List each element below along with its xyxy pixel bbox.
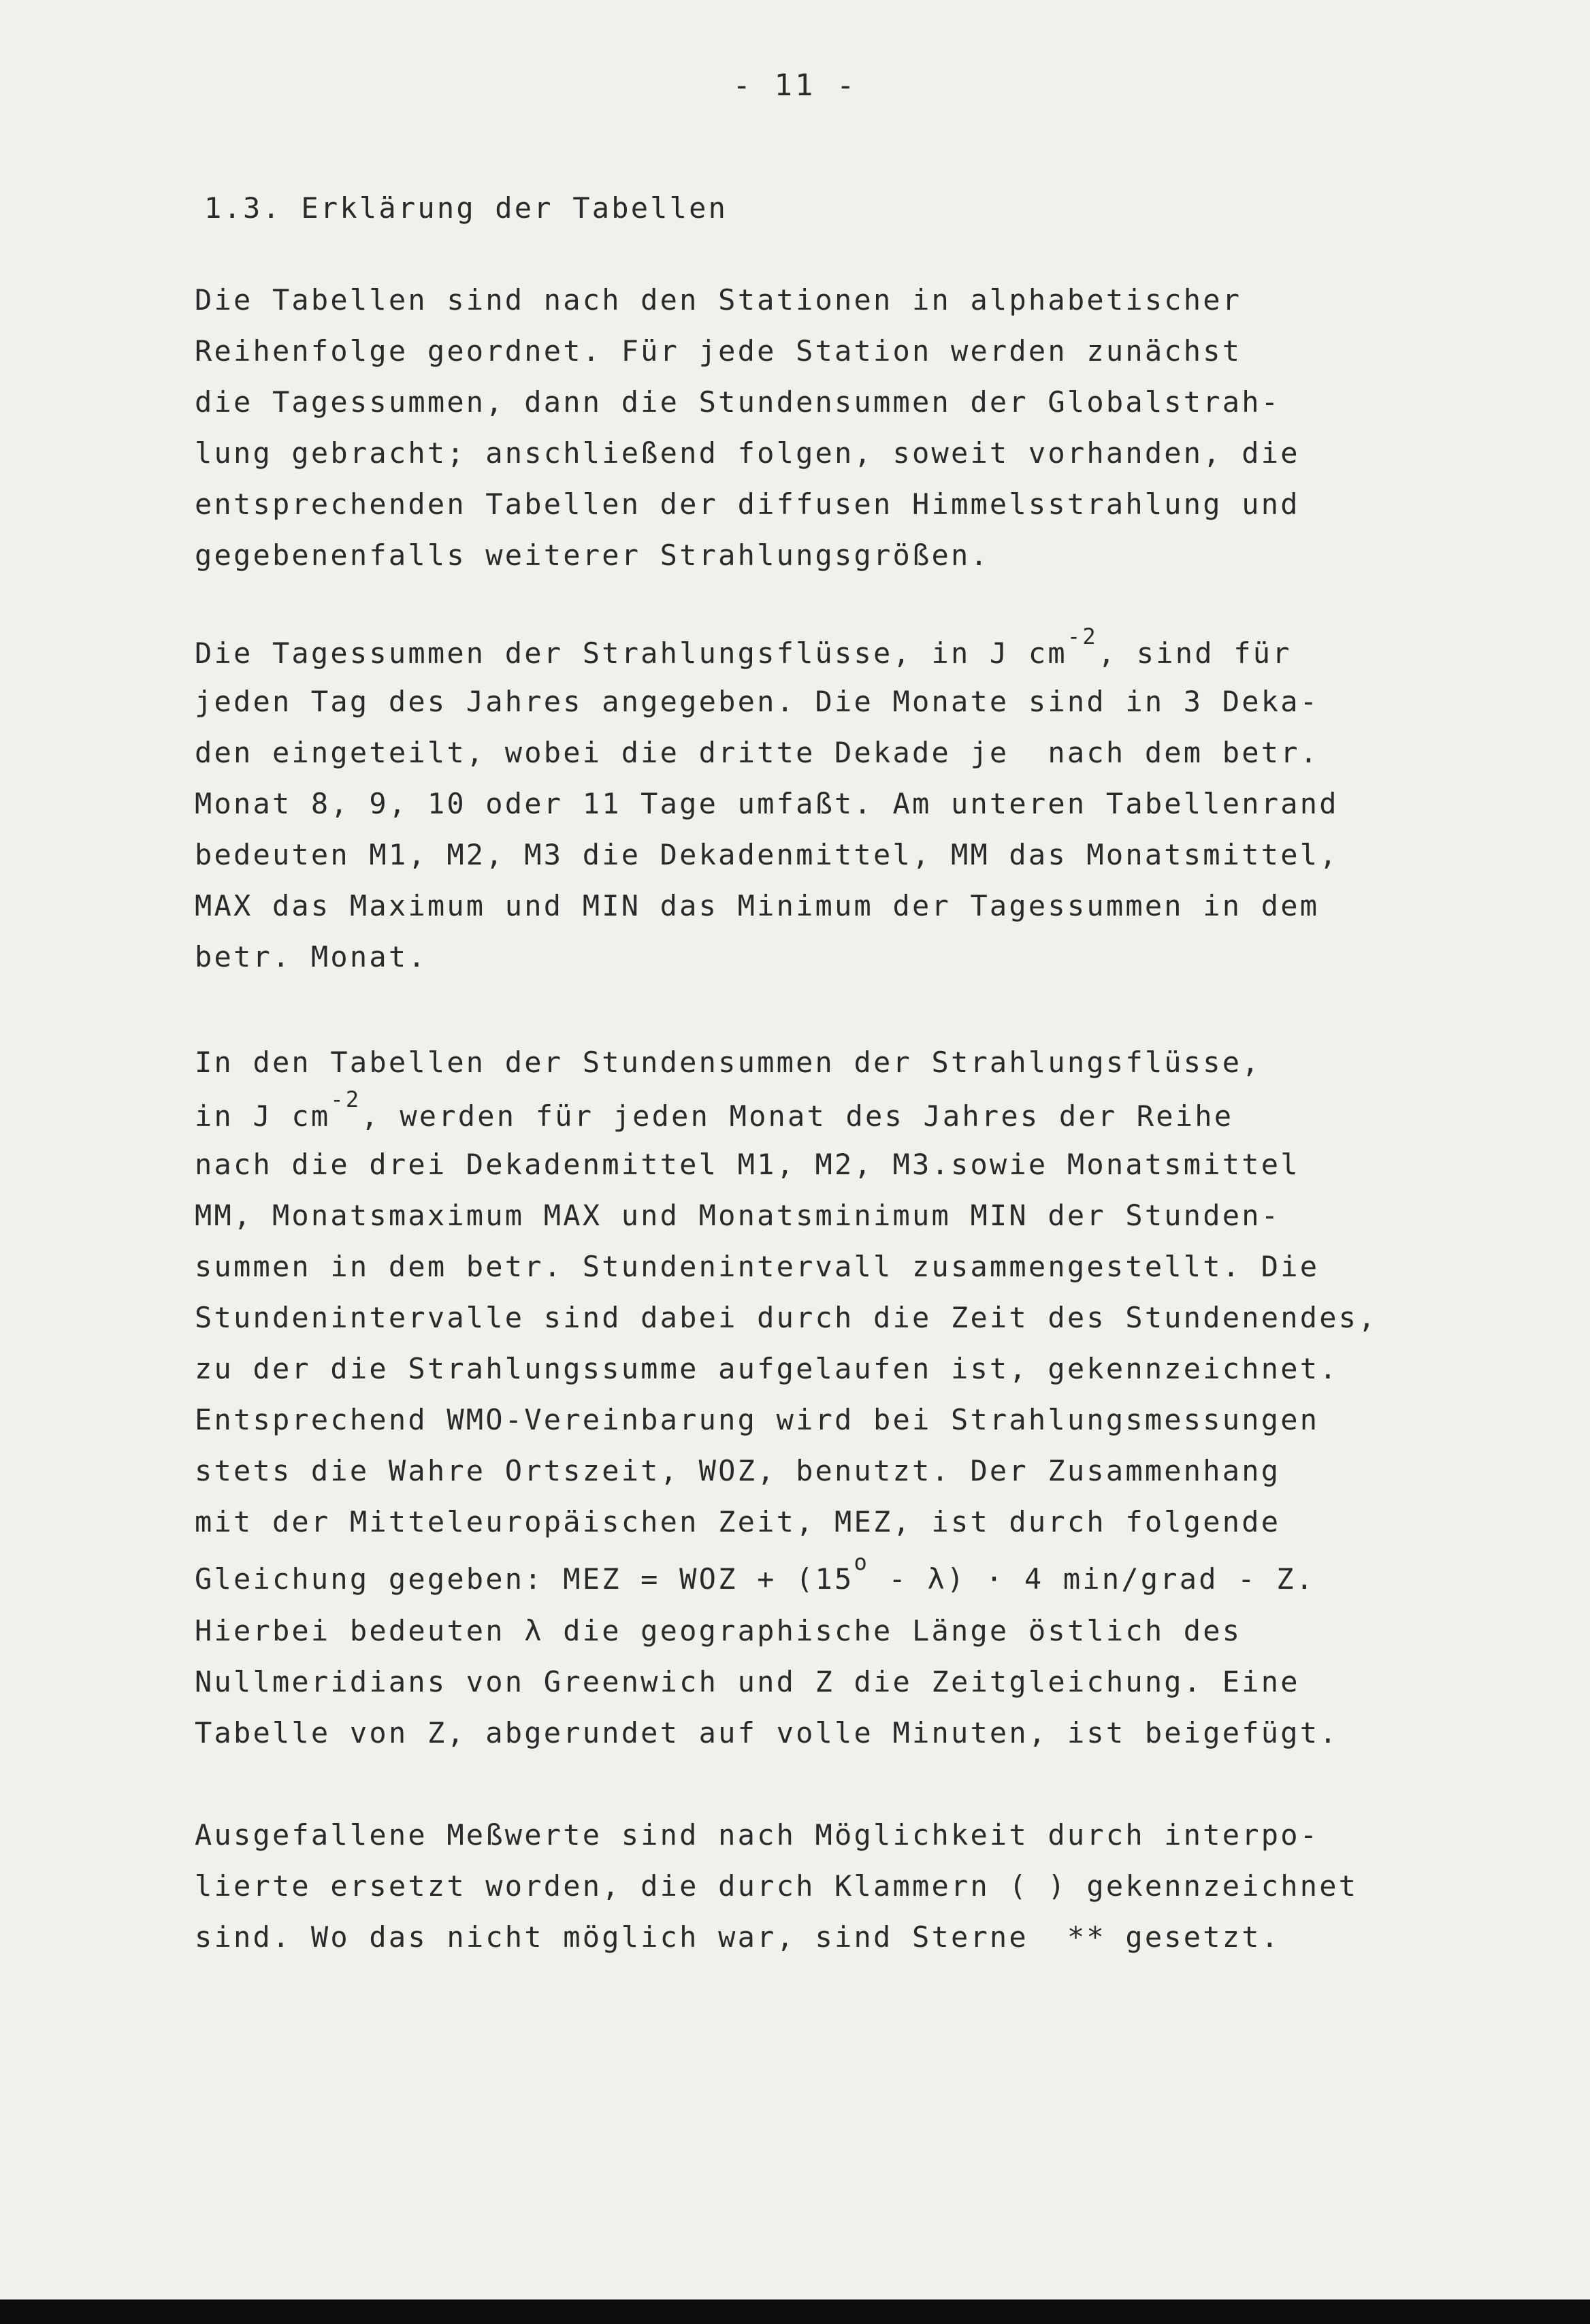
line-text: Die Tagessummen der Strahlungsflüsse, in J cm [195, 636, 1067, 670]
paragraph-line: sind. Wo das nicht möglich war, sind Sterne ** gesetzt. [195, 1920, 1281, 1954]
paragraph-line: Die Tabellen sind nach den Stationen in alphabetischer [195, 283, 1242, 317]
paragraph-line: Reihenfolge geordnet. Für jede Station werden zunächst [195, 334, 1242, 368]
paragraph-line: Entsprechend WMO-Vereinbarung wird bei Strahlungsmessungen [195, 1403, 1320, 1436]
paragraph-line: bedeuten M1, M2, M3 die Dekadenmittel, MM das Monatsmittel, [195, 838, 1339, 871]
paragraph-line: Ausgefallene Meßwerte sind nach Möglichkeit durch interpo- [195, 1818, 1320, 1852]
paragraph-line: MM, Monatsmaximum MAX und Monatsminimum MIN der Stunden- [195, 1199, 1281, 1232]
line-text: - λ) · 4 min/grad - Z. [869, 1562, 1316, 1596]
superscript: -2 [1067, 624, 1098, 649]
paragraph-line: Monat 8, 9, 10 oder 11 Tage umfaßt. Am unteren Tabellenrand [195, 787, 1339, 820]
paragraph-line: den eingeteilt, wobei die dritte Dekade je nach dem betr. [195, 736, 1320, 769]
paragraph-line [195, 1086, 1234, 1133]
line-text: in J cm [195, 1099, 331, 1133]
paragraph-line: summen in dem betr. Stundenintervall zusammengestellt. Die [195, 1250, 1320, 1283]
paragraph-line: zu der die Strahlungssumme aufgelaufen ist, gekennzeichnet. [195, 1352, 1339, 1385]
paragraph-line: Tabelle von Z, abgerundet auf volle Minuten, ist beigefügt. [195, 1716, 1339, 1749]
page-number: - 11 - [732, 68, 858, 103]
paragraph-line: jeden Tag des Jahres angegeben. Die Monate sind in 3 Deka- [195, 685, 1320, 718]
paragraph-line: lung gebracht; anschließend folgen, soweit vorhanden, die [195, 436, 1300, 470]
section-heading: 1.3. Erklärung der Tabellen [204, 191, 728, 225]
paragraph-line: nach die drei Dekadenmittel M1, M2, M3.sowie Monatsmittel [195, 1148, 1300, 1181]
paragraph-line: betr. Monat. [195, 940, 427, 973]
paragraph-line: stets die Wahre Ortszeit, WOZ, benutzt. Der Zusammenhang [195, 1454, 1281, 1487]
paragraph-line: Stundenintervalle sind dabei durch die Zeit des Stundenendes, [195, 1301, 1378, 1334]
paragraph-line: In den Tabellen der Stundensummen der Strahlungsflüsse, [195, 1046, 1261, 1079]
paragraph-line: die Tagessummen, dann die Stundensummen der Globalstrah- [195, 385, 1281, 419]
paragraph-line: Nullmeridians von Greenwich und Z die Zeitgleichung. Eine [195, 1665, 1300, 1698]
paragraph-line: MAX das Maximum und MIN das Minimum der Tagessummen in dem [195, 889, 1320, 922]
paragraph-line: gegebenenfalls weiterer Strahlungsgrößen. [195, 538, 990, 572]
line-text: , werden für jeden Monat des Jahres der Reihe [361, 1099, 1234, 1133]
paragraph-line: entsprechenden Tabellen der diffusen Himmelsstrahlung und [195, 487, 1300, 521]
paragraph-line [195, 624, 1292, 670]
line-text: , sind für [1097, 636, 1292, 670]
superscript: -2 [330, 1086, 361, 1112]
line-text: Gleichung gegeben: MEZ = WOZ + (15 [195, 1562, 854, 1596]
paragraph-line: lierte ersetzt worden, die durch Klammern ( ) gekennzeichnet [195, 1869, 1359, 1903]
paragraph-line: mit der Mitteleuropäischen Zeit, MEZ, ist durch folgende [195, 1505, 1281, 1538]
paragraph-line: Hierbei bedeuten λ die geographische Länge östlich des [195, 1614, 1242, 1647]
scan-bottom-border [0, 2299, 1590, 2324]
superscript: o [854, 1549, 869, 1575]
equation-line [195, 1549, 1316, 1596]
